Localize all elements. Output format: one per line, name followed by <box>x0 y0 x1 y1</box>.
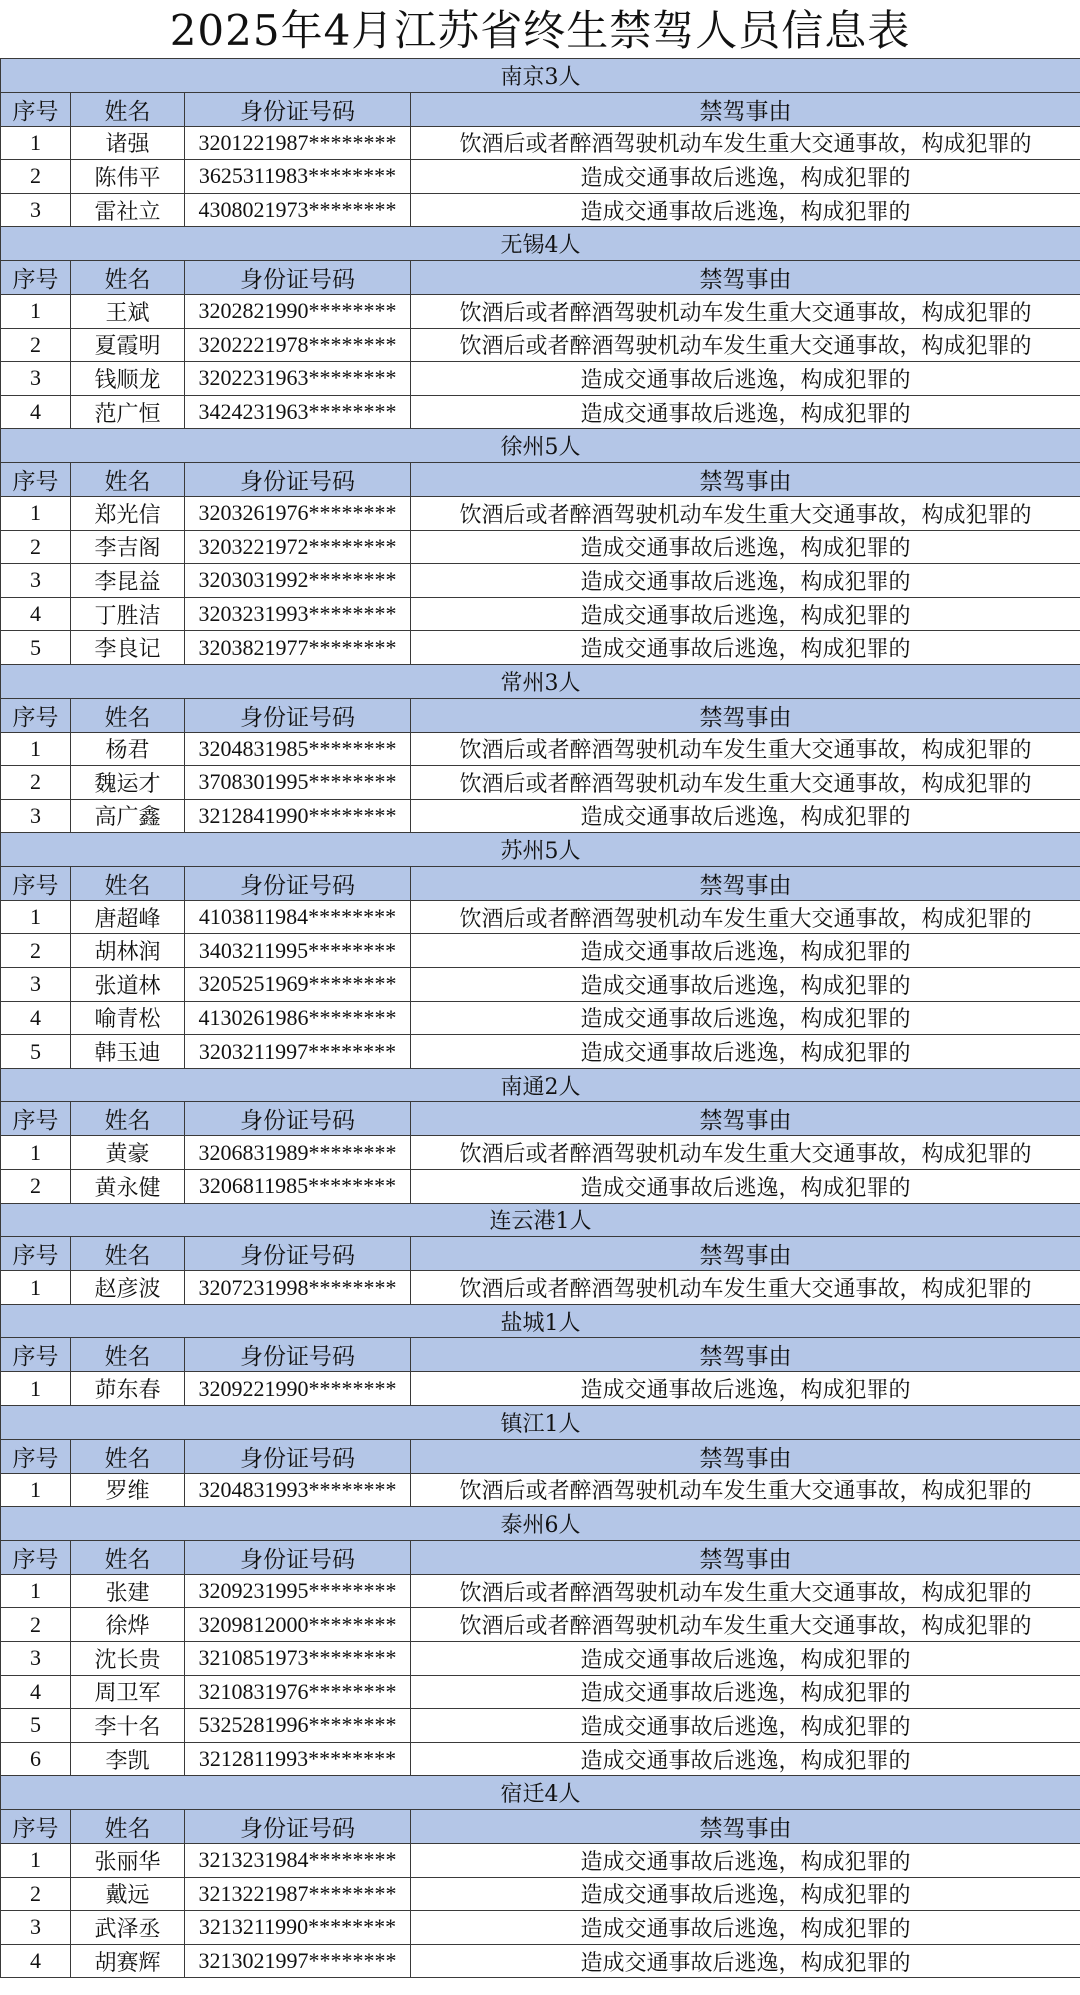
id-header: 身份证号码 <box>185 1237 411 1271</box>
person-name: 丁胜洁 <box>71 597 185 631</box>
person-name: 张建 <box>71 1574 185 1608</box>
name-header: 姓名 <box>71 92 185 126</box>
row-number: 1 <box>1 126 71 160</box>
id-header: 身份证号码 <box>185 1540 411 1574</box>
row-number: 4 <box>1 395 71 429</box>
row-number: 5 <box>1 1709 71 1743</box>
row-number: 1 <box>1 1473 71 1507</box>
table-row <box>1 1372 1080 1406</box>
column-header-row <box>1 1102 1080 1136</box>
row-number: 1 <box>1 496 71 530</box>
seq-header: 序号 <box>1 92 71 126</box>
person-name: 高广鑫 <box>71 799 185 833</box>
id-number: 3203231993******** <box>185 597 411 631</box>
table-row <box>1 1675 1080 1709</box>
table-row <box>1 1473 1080 1507</box>
reason-header: 禁驾事由 <box>411 1809 1080 1843</box>
person-name: 李昆益 <box>71 564 185 598</box>
person-name: 诸强 <box>71 126 185 160</box>
id-number: 3708301995******** <box>185 766 411 800</box>
section-title: 苏州5人 <box>1 833 1080 867</box>
id-number: 3210831976******** <box>185 1675 411 1709</box>
id-number: 5325281996******** <box>185 1709 411 1743</box>
table-body <box>1 59 1080 1978</box>
id-number: 3204831985******** <box>185 732 411 766</box>
reason-header: 禁驾事由 <box>411 1102 1080 1136</box>
person-name: 韩玉迪 <box>71 1035 185 1069</box>
section-row <box>1 1203 1080 1237</box>
id-number: 3202221978******** <box>185 328 411 362</box>
ban-reason: 造成交通事故后逃逸，构成犯罪的 <box>411 1709 1080 1743</box>
person-name: 李良记 <box>71 631 185 665</box>
id-number: 3206831989******** <box>185 1136 411 1170</box>
person-name: 沈长贵 <box>71 1641 185 1675</box>
id-number: 3213211990******** <box>185 1911 411 1945</box>
row-number: 3 <box>1 193 71 227</box>
id-number: 3204831993******** <box>185 1473 411 1507</box>
person-name: 胡赛辉 <box>71 1944 185 1978</box>
table-row <box>1 631 1080 665</box>
column-header-row <box>1 462 1080 496</box>
row-number: 4 <box>1 1001 71 1035</box>
reason-header: 禁驾事由 <box>411 1338 1080 1372</box>
row-number: 1 <box>1 1574 71 1608</box>
section-title: 泰州6人 <box>1 1507 1080 1541</box>
id-number: 3203821977******** <box>185 631 411 665</box>
section-row <box>1 1507 1080 1541</box>
section-title: 常州3人 <box>1 664 1080 698</box>
id-header: 身份证号码 <box>185 698 411 732</box>
id-number: 3209221990******** <box>185 1372 411 1406</box>
reason-header: 禁驾事由 <box>411 1439 1080 1473</box>
seq-header: 序号 <box>1 1439 71 1473</box>
person-name: 李十名 <box>71 1709 185 1743</box>
person-name: 茆东春 <box>71 1372 185 1406</box>
id-header: 身份证号码 <box>185 866 411 900</box>
name-header: 姓名 <box>71 1338 185 1372</box>
id-number: 3203211997******** <box>185 1035 411 1069</box>
reason-header: 禁驾事由 <box>411 698 1080 732</box>
row-number: 2 <box>1 160 71 194</box>
person-name: 武泽丞 <box>71 1911 185 1945</box>
row-number: 3 <box>1 362 71 396</box>
row-number: 4 <box>1 1944 71 1978</box>
ban-reason: 饮酒后或者醉酒驾驶机动车发生重大交通事故，构成犯罪的 <box>411 126 1080 160</box>
reason-header: 禁驾事由 <box>411 1540 1080 1574</box>
section-title: 镇江1人 <box>1 1406 1080 1440</box>
row-number: 1 <box>1 1136 71 1170</box>
row-number: 1 <box>1 732 71 766</box>
row-number: 1 <box>1 900 71 934</box>
seq-header: 序号 <box>1 462 71 496</box>
section-title: 南京3人 <box>1 59 1080 93</box>
ban-reason: 造成交通事故后逃逸，构成犯罪的 <box>411 193 1080 227</box>
person-name: 王斌 <box>71 294 185 328</box>
reason-header: 禁驾事由 <box>411 1237 1080 1271</box>
ban-reason: 饮酒后或者醉酒驾驶机动车发生重大交通事故，构成犯罪的 <box>411 328 1080 362</box>
ban-reason: 造成交通事故后逃逸，构成犯罪的 <box>411 631 1080 665</box>
ban-reason: 造成交通事故后逃逸，构成犯罪的 <box>411 530 1080 564</box>
section-row <box>1 664 1080 698</box>
row-number: 1 <box>1 1372 71 1406</box>
id-number: 3213021997******** <box>185 1944 411 1978</box>
row-number: 3 <box>1 564 71 598</box>
id-header: 身份证号码 <box>185 1102 411 1136</box>
id-number: 3209812000******** <box>185 1608 411 1642</box>
table-row <box>1 1843 1080 1877</box>
column-header-row <box>1 1809 1080 1843</box>
section-title: 徐州5人 <box>1 429 1080 463</box>
id-header: 身份证号码 <box>185 92 411 126</box>
id-number: 3201221987******** <box>185 126 411 160</box>
seq-header: 序号 <box>1 1237 71 1271</box>
table-row <box>1 1574 1080 1608</box>
id-number: 3207231998******** <box>185 1271 411 1305</box>
section-row <box>1 1406 1080 1440</box>
ban-reason: 饮酒后或者醉酒驾驶机动车发生重大交通事故，构成犯罪的 <box>411 294 1080 328</box>
name-header: 姓名 <box>71 462 185 496</box>
table-row <box>1 294 1080 328</box>
name-header: 姓名 <box>71 1809 185 1843</box>
ban-reason: 造成交通事故后逃逸，构成犯罪的 <box>411 1877 1080 1911</box>
table-row <box>1 1944 1080 1978</box>
id-header: 身份证号码 <box>185 1439 411 1473</box>
row-number: 4 <box>1 597 71 631</box>
table-row <box>1 362 1080 396</box>
table-row <box>1 732 1080 766</box>
ban-reason: 饮酒后或者醉酒驾驶机动车发生重大交通事故，构成犯罪的 <box>411 900 1080 934</box>
row-number: 2 <box>1 934 71 968</box>
section-row <box>1 59 1080 93</box>
name-header: 姓名 <box>71 1540 185 1574</box>
seq-header: 序号 <box>1 1102 71 1136</box>
table-row <box>1 530 1080 564</box>
reason-header: 禁驾事由 <box>411 866 1080 900</box>
reason-header: 禁驾事由 <box>411 260 1080 294</box>
id-number: 3210851973******** <box>185 1641 411 1675</box>
seq-header: 序号 <box>1 698 71 732</box>
ban-reason: 饮酒后或者醉酒驾驶机动车发生重大交通事故，构成犯罪的 <box>411 766 1080 800</box>
table-row <box>1 1271 1080 1305</box>
ban-reason: 造成交通事故后逃逸，构成犯罪的 <box>411 1843 1080 1877</box>
person-name: 魏运才 <box>71 766 185 800</box>
id-header: 身份证号码 <box>185 1809 411 1843</box>
person-name: 夏霞明 <box>71 328 185 362</box>
name-header: 姓名 <box>71 1439 185 1473</box>
table-row <box>1 1877 1080 1911</box>
id-number: 4103811984******** <box>185 900 411 934</box>
id-header: 身份证号码 <box>185 1338 411 1372</box>
table-row <box>1 1035 1080 1069</box>
id-number: 3202821990******** <box>185 294 411 328</box>
ban-reason: 饮酒后或者醉酒驾驶机动车发生重大交通事故，构成犯罪的 <box>411 732 1080 766</box>
row-number: 3 <box>1 1641 71 1675</box>
seq-header: 序号 <box>1 1809 71 1843</box>
person-name: 杨君 <box>71 732 185 766</box>
row-number: 2 <box>1 1877 71 1911</box>
person-name: 钱顺龙 <box>71 362 185 396</box>
person-name: 李吉阁 <box>71 530 185 564</box>
person-name: 唐超峰 <box>71 900 185 934</box>
section-title: 南通2人 <box>1 1068 1080 1102</box>
person-name: 罗维 <box>71 1473 185 1507</box>
person-name: 黄豪 <box>71 1136 185 1170</box>
person-name: 雷社立 <box>71 193 185 227</box>
table-row <box>1 328 1080 362</box>
table-row <box>1 1170 1080 1204</box>
person-name: 周卫军 <box>71 1675 185 1709</box>
table-row <box>1 193 1080 227</box>
id-number: 3206811985******** <box>185 1170 411 1204</box>
row-number: 4 <box>1 1675 71 1709</box>
reason-header: 禁驾事由 <box>411 92 1080 126</box>
ban-reason: 造成交通事故后逃逸，构成犯罪的 <box>411 395 1080 429</box>
person-name: 黄永健 <box>71 1170 185 1204</box>
ban-reason: 造成交通事故后逃逸，构成犯罪的 <box>411 1675 1080 1709</box>
person-name: 范广恒 <box>71 395 185 429</box>
id-number: 4130261986******** <box>185 1001 411 1035</box>
id-header: 身份证号码 <box>185 462 411 496</box>
section-row <box>1 429 1080 463</box>
person-name: 胡林润 <box>71 934 185 968</box>
person-name: 戴远 <box>71 1877 185 1911</box>
ban-reason: 造成交通事故后逃逸，构成犯罪的 <box>411 934 1080 968</box>
table-row <box>1 934 1080 968</box>
section-row <box>1 1304 1080 1338</box>
section-title: 连云港1人 <box>1 1203 1080 1237</box>
id-number: 3625311983******** <box>185 160 411 194</box>
section-title: 无锡4人 <box>1 227 1080 261</box>
name-header: 姓名 <box>71 866 185 900</box>
section-row <box>1 227 1080 261</box>
section-title: 盐城1人 <box>1 1304 1080 1338</box>
column-header-row <box>1 92 1080 126</box>
row-number: 1 <box>1 294 71 328</box>
table-row <box>1 564 1080 598</box>
person-name: 张道林 <box>71 968 185 1002</box>
ban-reason: 造成交通事故后逃逸，构成犯罪的 <box>411 799 1080 833</box>
id-number: 3212841990******** <box>185 799 411 833</box>
table-row <box>1 1742 1080 1776</box>
name-header: 姓名 <box>71 260 185 294</box>
seq-header: 序号 <box>1 260 71 294</box>
ban-reason: 造成交通事故后逃逸，构成犯罪的 <box>411 1372 1080 1406</box>
row-number: 3 <box>1 799 71 833</box>
ban-reason: 造成交通事故后逃逸，构成犯罪的 <box>411 1035 1080 1069</box>
table-row <box>1 1608 1080 1642</box>
id-number: 3213221987******** <box>185 1877 411 1911</box>
person-name: 喻青松 <box>71 1001 185 1035</box>
seq-header: 序号 <box>1 866 71 900</box>
section-row <box>1 833 1080 867</box>
id-number: 4308021973******** <box>185 193 411 227</box>
section-row <box>1 1068 1080 1102</box>
table-row <box>1 900 1080 934</box>
ban-reason: 造成交通事故后逃逸，构成犯罪的 <box>411 1001 1080 1035</box>
id-number: 3212811993******** <box>185 1742 411 1776</box>
column-header-row <box>1 698 1080 732</box>
seq-header: 序号 <box>1 1540 71 1574</box>
row-number: 3 <box>1 968 71 1002</box>
person-name: 郑光信 <box>71 496 185 530</box>
table-row <box>1 126 1080 160</box>
ban-reason: 饮酒后或者醉酒驾驶机动车发生重大交通事故，构成犯罪的 <box>411 1608 1080 1642</box>
ban-reason: 饮酒后或者醉酒驾驶机动车发生重大交通事故，构成犯罪的 <box>411 1574 1080 1608</box>
column-header-row <box>1 1439 1080 1473</box>
row-number: 2 <box>1 1608 71 1642</box>
ban-reason: 造成交通事故后逃逸，构成犯罪的 <box>411 1641 1080 1675</box>
name-header: 姓名 <box>71 1237 185 1271</box>
seq-header: 序号 <box>1 1338 71 1372</box>
ban-reason: 饮酒后或者醉酒驾驶机动车发生重大交通事故，构成犯罪的 <box>411 1136 1080 1170</box>
table-row <box>1 799 1080 833</box>
row-number: 1 <box>1 1843 71 1877</box>
id-number: 3202231963******** <box>185 362 411 396</box>
reason-header: 禁驾事由 <box>411 462 1080 496</box>
row-number: 2 <box>1 328 71 362</box>
person-name: 赵彦波 <box>71 1271 185 1305</box>
table-row <box>1 160 1080 194</box>
table-row <box>1 1709 1080 1743</box>
table-row <box>1 395 1080 429</box>
ban-reason: 造成交通事故后逃逸，构成犯罪的 <box>411 968 1080 1002</box>
ban-reason: 饮酒后或者醉酒驾驶机动车发生重大交通事故，构成犯罪的 <box>411 1473 1080 1507</box>
column-header-row <box>1 1237 1080 1271</box>
row-number: 2 <box>1 530 71 564</box>
table-row <box>1 1911 1080 1945</box>
table-row <box>1 1001 1080 1035</box>
person-name: 张丽华 <box>71 1843 185 1877</box>
id-number: 3209231995******** <box>185 1574 411 1608</box>
page-title: 2025年4月江苏省终生禁驾人员信息表 <box>169 6 911 55</box>
ban-reason: 造成交通事故后逃逸，构成犯罪的 <box>411 1911 1080 1945</box>
ban-reason: 造成交通事故后逃逸，构成犯罪的 <box>411 362 1080 396</box>
row-number: 5 <box>1 1035 71 1069</box>
row-number: 3 <box>1 1911 71 1945</box>
table-row <box>1 1136 1080 1170</box>
name-header: 姓名 <box>71 1102 185 1136</box>
name-header: 姓名 <box>71 698 185 732</box>
id-number: 3205251969******** <box>185 968 411 1002</box>
id-number: 3213231984******** <box>185 1843 411 1877</box>
id-number: 3203031992******** <box>185 564 411 598</box>
ban-reason: 饮酒后或者醉酒驾驶机动车发生重大交通事故，构成犯罪的 <box>411 1271 1080 1305</box>
column-header-row <box>1 866 1080 900</box>
section-row <box>1 1776 1080 1810</box>
ban-reason: 饮酒后或者醉酒驾驶机动车发生重大交通事故，构成犯罪的 <box>411 496 1080 530</box>
person-name: 李凯 <box>71 1742 185 1776</box>
column-header-row <box>1 1540 1080 1574</box>
row-number: 1 <box>1 1271 71 1305</box>
column-header-row <box>1 260 1080 294</box>
row-number: 5 <box>1 631 71 665</box>
table-row <box>1 766 1080 800</box>
ban-reason: 造成交通事故后逃逸，构成犯罪的 <box>411 1170 1080 1204</box>
table-row <box>1 496 1080 530</box>
id-number: 3403211995******** <box>185 934 411 968</box>
person-name: 徐烨 <box>71 1608 185 1642</box>
person-name: 陈伟平 <box>71 160 185 194</box>
id-number: 3424231963******** <box>185 395 411 429</box>
ban-reason: 造成交通事故后逃逸，构成犯罪的 <box>411 1742 1080 1776</box>
banned-drivers-table <box>0 58 1080 1978</box>
table-row <box>1 968 1080 1002</box>
id-header: 身份证号码 <box>185 260 411 294</box>
table-row <box>1 597 1080 631</box>
row-number: 2 <box>1 766 71 800</box>
id-number: 3203221972******** <box>185 530 411 564</box>
column-header-row <box>1 1338 1080 1372</box>
ban-reason: 造成交通事故后逃逸，构成犯罪的 <box>411 1944 1080 1978</box>
table-row <box>1 1641 1080 1675</box>
ban-reason: 造成交通事故后逃逸，构成犯罪的 <box>411 597 1080 631</box>
row-number: 2 <box>1 1170 71 1204</box>
ban-reason: 造成交通事故后逃逸，构成犯罪的 <box>411 160 1080 194</box>
row-number: 6 <box>1 1742 71 1776</box>
id-number: 3203261976******** <box>185 496 411 530</box>
ban-reason: 造成交通事故后逃逸，构成犯罪的 <box>411 564 1080 598</box>
section-title: 宿迁4人 <box>1 1776 1080 1810</box>
